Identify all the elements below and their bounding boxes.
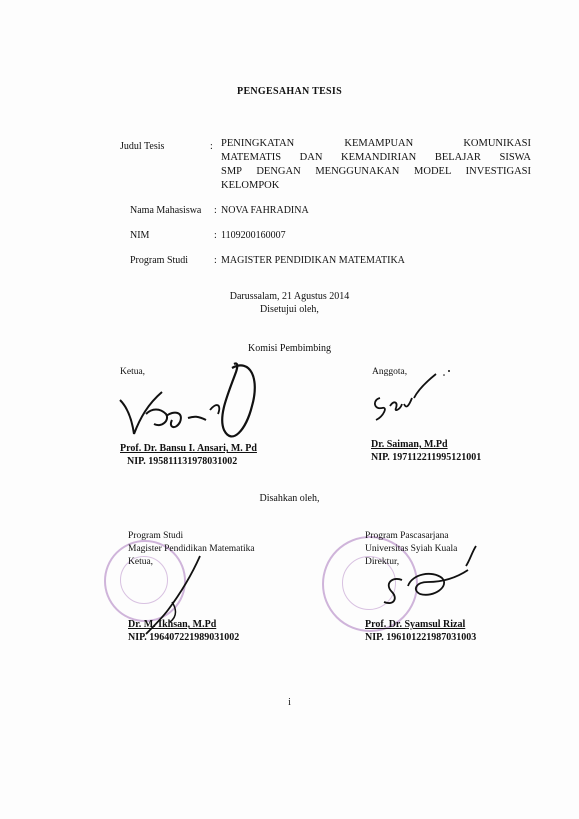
pasca-sign-line2: Universitas Syiah Kuala bbox=[365, 544, 458, 554]
nim-label: NIM bbox=[130, 230, 150, 241]
anggota-signature bbox=[368, 368, 468, 428]
ratified-by: Disahkan oleh, bbox=[259, 493, 320, 504]
prodi-sign-nip: NIP. 196407221989031002 bbox=[128, 632, 240, 643]
approved-by: Disetujui oleh, bbox=[260, 304, 319, 315]
document-title: PENGESAHAN TESIS bbox=[237, 86, 342, 97]
nim-value: 1109200160007 bbox=[221, 230, 286, 241]
committee-heading: Komisi Pembimbing bbox=[247, 343, 332, 354]
nim-colon: : bbox=[214, 230, 217, 241]
pasca-sign-role: Direktur, bbox=[365, 557, 400, 567]
place-date: Darussalam, 21 Agustus 2014 bbox=[229, 291, 350, 302]
ketua-nip: NIP. 195811131978031002 bbox=[127, 456, 238, 467]
page-number: i bbox=[288, 697, 291, 708]
prodi-sign-line1: Program Studi bbox=[128, 531, 184, 541]
anggota-name: Dr. Saiman, M.Pd bbox=[371, 439, 448, 450]
prodi-colon: : bbox=[214, 255, 217, 266]
judul-line-1: PENINGKATAN KEMAMPUAN KOMUNIKASI bbox=[221, 138, 531, 149]
judul-line-3: SMP DENGAN MENGGUNAKAN MODEL INVESTIGASI bbox=[221, 166, 531, 177]
judul-colon: : bbox=[210, 141, 213, 152]
anggota-role: Anggota, bbox=[372, 367, 408, 377]
judul-line-4: KELOMPOK bbox=[221, 180, 280, 191]
prodi-sign-role: Ketua, bbox=[128, 557, 154, 567]
ketua-signature bbox=[110, 358, 280, 453]
anggota-nip: NIP. 197112211995121001 bbox=[371, 452, 482, 463]
pasca-sign-line1: Program Pascasarjana bbox=[365, 531, 449, 541]
ketua-name: Prof. Dr. Bansu I. Ansari, M. Pd bbox=[120, 443, 257, 454]
prodi-label: Program Studi bbox=[130, 255, 189, 266]
nama-label: Nama Mahasiswa bbox=[130, 205, 202, 216]
ketua-role: Ketua, bbox=[120, 367, 146, 377]
judul-label: Judul Tesis bbox=[120, 141, 165, 152]
prodi-sign-name: Dr. M. Ikhsan, M.Pd bbox=[128, 619, 217, 630]
nama-colon: : bbox=[214, 205, 217, 216]
pasca-signature bbox=[372, 540, 482, 620]
prodi-value: MAGISTER PENDIDIKAN MATEMATIKA bbox=[221, 255, 405, 266]
pasca-sign-name: Prof. Dr. Syamsul Rizal bbox=[365, 619, 466, 630]
pasca-sign-nip: NIP. 196101221987031003 bbox=[365, 632, 477, 643]
prodi-sign-line2: Magister Pendidikan Matematika bbox=[128, 544, 255, 554]
judul-line-2: MATEMATIS DAN KEMANDIRIAN BELAJAR SISWA bbox=[221, 152, 531, 163]
nama-value: NOVA FAHRADINA bbox=[221, 205, 309, 216]
